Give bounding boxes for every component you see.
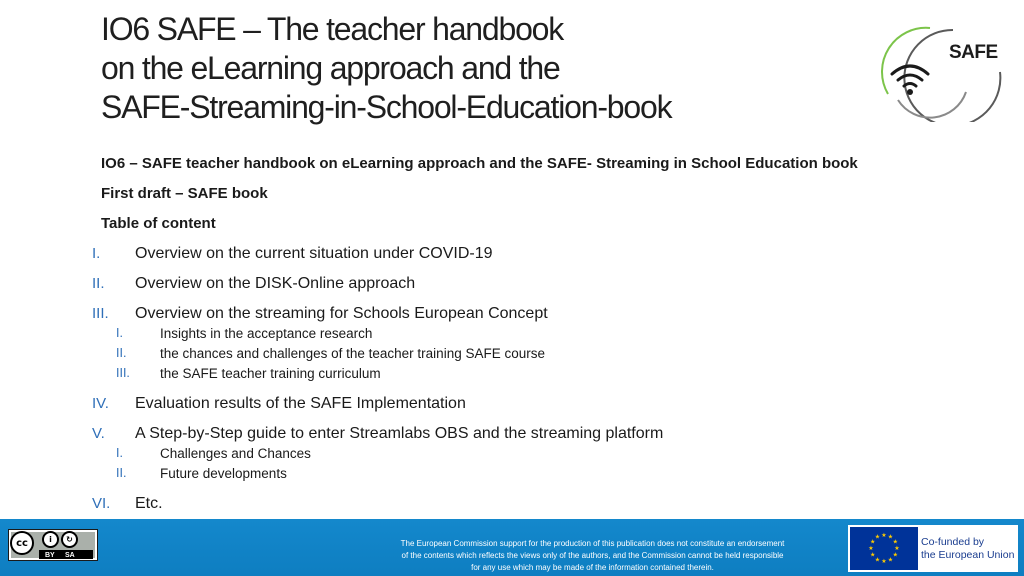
cc-icon: cc bbox=[10, 531, 34, 555]
svg-text:★: ★ bbox=[870, 538, 876, 546]
cc-by-sa-license-badge bbox=[8, 529, 98, 561]
by-label: BY bbox=[45, 552, 55, 559]
svg-text:★: ★ bbox=[887, 533, 894, 541]
svg-text:★: ★ bbox=[892, 551, 898, 559]
svg-text:★: ★ bbox=[881, 558, 887, 565]
toc-text: Overview on the streaming for Schools European Concept bbox=[135, 305, 548, 322]
toc-text: Overview on the current situation under COVID-19 bbox=[135, 245, 493, 262]
toc-heading: Table of content bbox=[101, 215, 216, 232]
toc-number: IV. bbox=[92, 395, 109, 412]
svg-text:★: ★ bbox=[870, 551, 876, 559]
toc-number: VI. bbox=[92, 495, 111, 512]
toc-text: A Step-by-Step guide to enter Streamlabs OBS and the streaming platform bbox=[135, 425, 664, 442]
sa-label: SA bbox=[65, 552, 75, 559]
title-line-3: SAFE-Streaming-in-School-Education-book bbox=[101, 89, 672, 125]
toc-sub-text: Challenges and Chances bbox=[160, 446, 311, 461]
eu-disclaimer bbox=[365, 538, 820, 574]
safe-logo bbox=[858, 22, 1008, 122]
toc-sub-number: I. bbox=[116, 446, 123, 460]
slide-title bbox=[101, 10, 821, 127]
subtitle: IO6 – SAFE teacher handbook on eLearning approach and the SAFE- Streaming in School Education book bbox=[101, 155, 858, 172]
toc-number: I. bbox=[92, 245, 101, 262]
svg-text:★: ★ bbox=[868, 545, 874, 552]
toc-sub-text: the chances and challenges of the teacher training SAFE course bbox=[160, 346, 545, 361]
eu-text-line-2: the European Union bbox=[921, 549, 1015, 561]
eu-cofunded-text bbox=[921, 536, 1014, 562]
svg-text:★: ★ bbox=[894, 545, 900, 552]
toc-text: Evaluation results of the SAFE Implementation bbox=[135, 395, 466, 412]
toc-sub-number: I. bbox=[116, 326, 123, 340]
svg-text:★: ★ bbox=[892, 538, 898, 546]
share-alike-icon: ↻ bbox=[61, 531, 78, 548]
toc-number: III. bbox=[92, 305, 109, 322]
toc-sub-text: Insights in the acceptance research bbox=[160, 326, 373, 341]
disclaimer-line-3: for any use which may be made of the information contained therein. bbox=[471, 563, 714, 572]
toc-text: Overview on the DISK-Online approach bbox=[135, 275, 416, 292]
toc-sub-number: II. bbox=[116, 346, 127, 360]
toc-number: V. bbox=[92, 425, 105, 442]
toc-number: II. bbox=[92, 275, 105, 292]
toc-text: Etc. bbox=[135, 495, 163, 512]
wifi-dot-icon bbox=[907, 89, 913, 95]
svg-text:★: ★ bbox=[874, 556, 881, 564]
eu-flag-icon bbox=[850, 527, 918, 570]
svg-text:★: ★ bbox=[881, 532, 887, 539]
svg-text:★: ★ bbox=[874, 533, 881, 541]
toc-sub-number: III. bbox=[116, 366, 130, 380]
draft-label: First draft – SAFE book bbox=[101, 185, 268, 202]
toc-sub-text: Future developments bbox=[160, 466, 287, 481]
wifi-icon bbox=[892, 66, 928, 86]
disclaimer-line-1: The European Commission support for the production of this publication does not constitute an endorsement bbox=[400, 539, 785, 548]
eu-text-line-1: Co-funded by bbox=[921, 536, 985, 548]
title-line-2: on the eLearning approach and the bbox=[101, 50, 560, 86]
toc-sub-text: the SAFE teacher training curriculum bbox=[160, 366, 381, 381]
title-line-1: IO6 SAFE – The teacher handbook bbox=[101, 11, 564, 47]
logo-text: SAFE bbox=[949, 42, 998, 63]
disclaimer-line-2: of the contents which reflects the views only of the authors, and the Commission cannot be held responsible bbox=[401, 551, 784, 560]
svg-text:★: ★ bbox=[887, 556, 894, 564]
attribution-icon: i bbox=[42, 531, 59, 548]
toc-sub-number: II. bbox=[116, 466, 127, 480]
eu-cofunded-logo bbox=[848, 525, 1018, 572]
footer-bar bbox=[0, 519, 1024, 576]
